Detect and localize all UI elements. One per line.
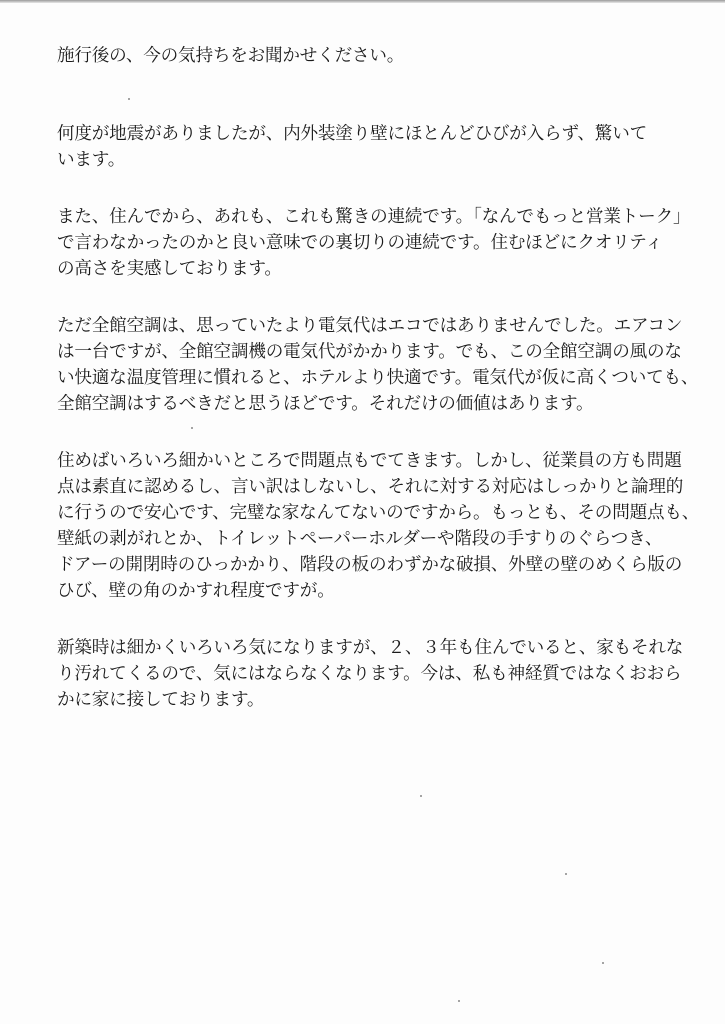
- paragraph-line: 壁紙の剥がれとか、トイレットペーパーホルダーや階段の手すりのぐらつき、: [57, 529, 663, 549]
- paragraph-line: かに家に接しております。: [57, 690, 265, 710]
- paragraph-line: ひび、壁の角のかすれ程度ですが。: [57, 581, 335, 601]
- paragraph-line: に行うので安心です、完璧な家なんてないのですから。もっとも、その問題点も、: [57, 503, 700, 523]
- paragraph-line: また、住んでから、あれも、これも驚きの連続です。「なんでもっと営業トーク」: [57, 207, 691, 227]
- paragraph-line: ドアーの開閉時のひっかかり、階段の板のわずかな破損、外壁の壁のめくら版の: [57, 555, 683, 575]
- paragraph-line: で言わなかったのかと良い意味での裏切りの連続です。住むほどにクオリティ: [57, 233, 663, 253]
- paragraph-line: ただ全館空調は、思っていたより電気代はエコではありませんでした。エアコン: [57, 316, 683, 336]
- paragraph-line: 住めばいろいろ細かいところで問題点もでてきます。しかし、従業員の方も問題: [57, 451, 682, 471]
- scan-speck: [458, 1000, 460, 1002]
- paragraph-line: い快適な温度管理に慣れると、ホテルより快適です。電気代が仮に高くついても、: [57, 368, 699, 388]
- paragraph-line: 点は素直に認めるし、言い訳はしないし、それに対する対応はしっかりと論理的: [57, 477, 684, 497]
- paragraph-line: の高さを実感しております。: [57, 259, 282, 279]
- scan-speck: [191, 427, 193, 429]
- paragraph-line: 何度が地震がありましたが、内外装塗り壁にほとんどひびが入らず、驚いて: [57, 124, 647, 144]
- question-heading: 施行後の、今の気持ちをお聞かせください。: [57, 46, 405, 66]
- paragraph-line: は一台ですが、全館空調機の電気代がかかります。でも、この全館空調の風のな: [57, 342, 682, 362]
- scan-speck: [420, 795, 422, 797]
- paragraph-line: います。: [57, 150, 126, 170]
- paragraph-line: り汚れてくるので、気にはならなくなります。今は、私も神経質ではなくおおら: [57, 664, 682, 684]
- scan-top-edge: [0, 0, 725, 3]
- scan-speck: [565, 873, 567, 875]
- paragraph-line: 新築時は細かくいろいろ気になりますが、２、３年も住んでいると、家もそれな: [57, 638, 684, 658]
- paragraph-line: 全館空調はするべきだと思うほどです。それだけの価値はあります。: [57, 394, 594, 414]
- scan-speck: [128, 98, 130, 100]
- scan-speck: [602, 962, 604, 964]
